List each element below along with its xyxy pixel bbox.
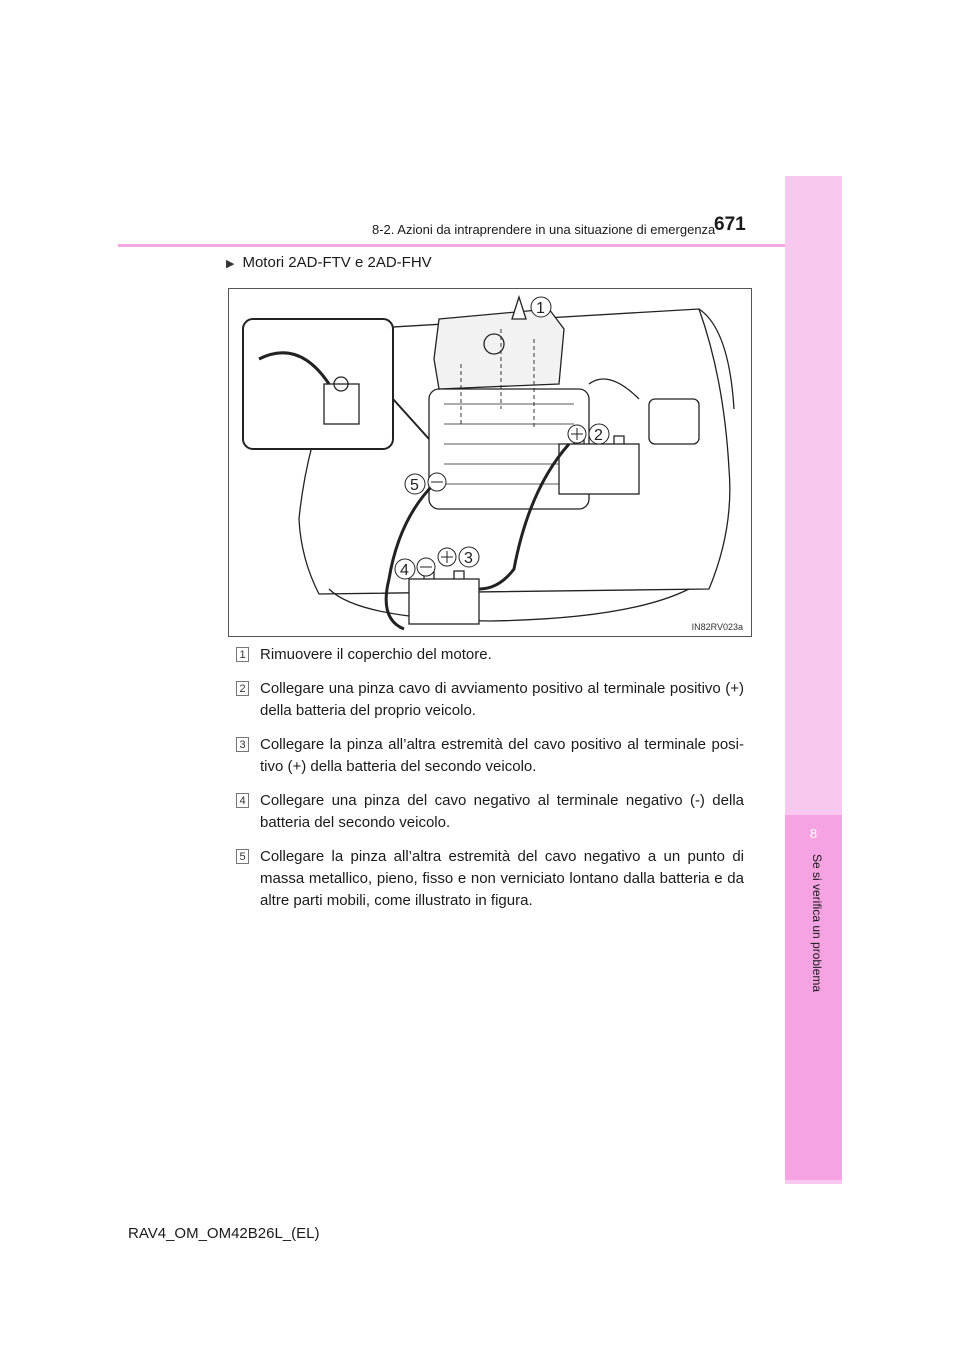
document-footer-code: RAV4_OM_OM42B26L_(EL) — [128, 1225, 320, 1242]
positive-cable — [479, 444, 569, 589]
step-number: 2 — [236, 681, 249, 696]
step-item — [236, 734, 744, 778]
engine-cover — [434, 309, 564, 389]
figure-code: IN82RV023a — [691, 622, 743, 632]
second-battery — [409, 579, 479, 624]
chapter-title: Se si verifica un problema — [810, 854, 824, 993]
engine-bay-drawing — [229, 289, 751, 636]
step-text: Collegare una pinza del cavo negativo al terminale negativo (-) della batteria del secondo veicolo. — [260, 792, 744, 831]
step-text: Rimuovere il coperchio del motore. — [260, 646, 492, 663]
engine-jump-start-illustration — [228, 288, 752, 637]
step-number: 5 — [236, 849, 249, 864]
page-number: 671 — [714, 214, 746, 235]
step-item — [236, 644, 744, 666]
callout-1: 1 — [536, 300, 545, 317]
step-item — [236, 790, 744, 834]
subheading-text: Motori 2AD-FTV e 2AD-FHV — [242, 254, 432, 271]
vehicle-battery — [559, 444, 639, 494]
callout-4: 4 — [400, 562, 409, 579]
header-section-title: 8-2. Azioni da intraprendere in una situazione di emergenza — [372, 222, 716, 237]
step-number: 3 — [236, 737, 249, 752]
step-number: 4 — [236, 793, 249, 808]
callout-2: 2 — [594, 427, 603, 444]
step-item — [236, 678, 744, 722]
step-item — [236, 846, 744, 912]
inset-detail-box — [243, 319, 393, 449]
step-number: 1 — [236, 647, 249, 662]
step-text: Collegare la pinza all’altra estremità del cavo positivo al terminale posi- tivo (+) della batteria del secondo veicolo. — [260, 736, 744, 775]
callout-3: 3 — [464, 550, 473, 567]
step-text: Collegare la pinza all’altra estremità del cavo negativo a un punto di massa metallico, pieno, fisso e non verniciato lontano dalla batteria e da altre parti mobili, come illustrato in figura. — [260, 848, 744, 909]
bullet-triangle-icon: ▶ — [226, 258, 235, 270]
step-text: Collegare una pinza cavo di avviamento positivo al terminale positivo (+) della batteria del proprio veicolo. — [260, 680, 744, 719]
instruction-steps — [236, 644, 744, 924]
callout-5: 5 — [410, 477, 419, 494]
subheading — [226, 254, 432, 271]
header-divider — [118, 244, 785, 247]
chapter-number: 8 — [809, 826, 818, 841]
